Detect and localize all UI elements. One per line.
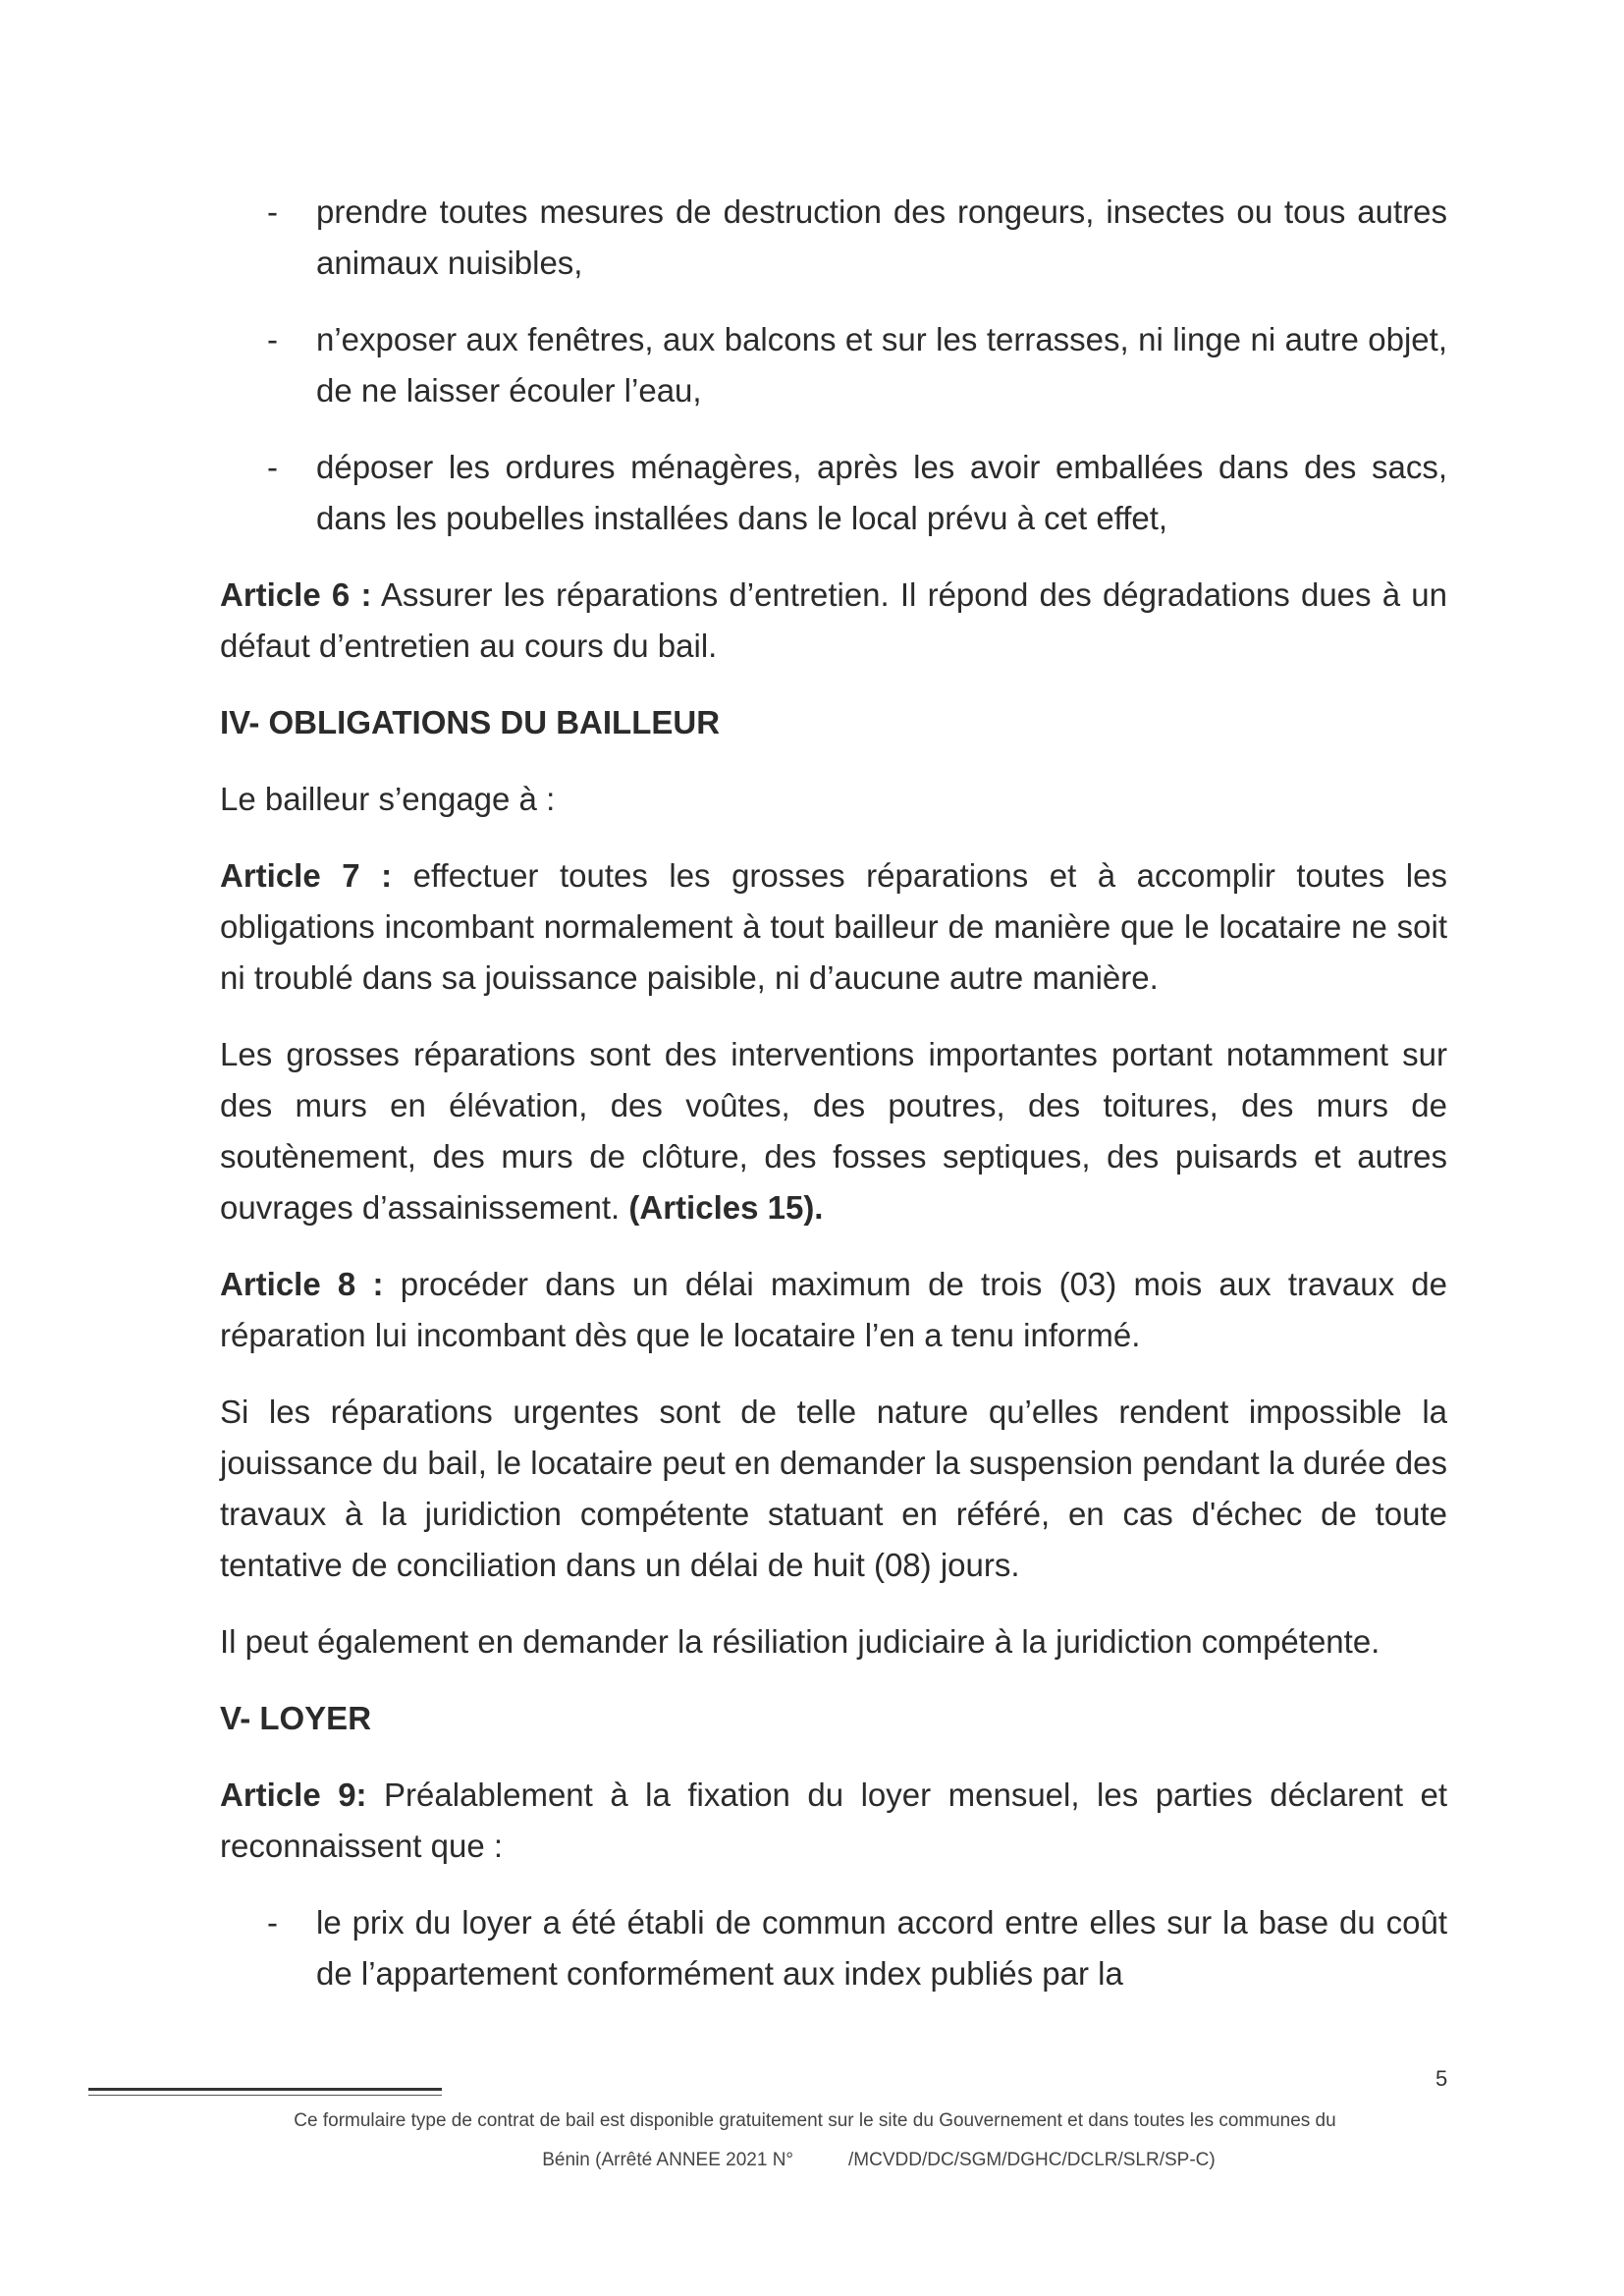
bullet-marker: - bbox=[267, 321, 278, 357]
list-item bbox=[267, 1897, 1447, 1999]
article-label: Article 8 : bbox=[220, 1266, 384, 1302]
article-text: procéder dans un délai maximum de trois (03) mois aux travaux de réparation lui incombant dès que le locataire l’en a tenu informé. bbox=[220, 1266, 1448, 1353]
footer-reference-code: /MCVDD/DC/SGM/DGHC/DCLR/SLR/SP-C) bbox=[848, 2150, 1216, 2170]
article-label: Article 9: bbox=[220, 1777, 367, 1813]
article-reference: (Articles 15). bbox=[628, 1189, 824, 1226]
list-item bbox=[267, 442, 1447, 544]
footer-reference-prefix: Bénin (Arrêté ANNEE 2021 N° bbox=[542, 2150, 794, 2170]
bailleur-intro: Le bailleur s’engage à : bbox=[220, 781, 556, 817]
article-6 bbox=[220, 570, 1447, 672]
article-label: Article 6 : bbox=[220, 576, 372, 613]
article-7 bbox=[220, 850, 1447, 1004]
list-item-text: n’exposer aux fenêtres, aux balcons et sur les terrasses, ni linge ni autre objet, de ne laisser écouler l’eau, bbox=[316, 321, 1447, 409]
list-item-text: prendre toutes mesures de destruction des rongeurs, insectes ou tous autres animaux nuisibles, bbox=[316, 193, 1447, 281]
section-heading-loyer: V- LOYER bbox=[220, 1700, 372, 1736]
bullet-marker: - bbox=[267, 1904, 278, 1941]
page-number: 5 bbox=[1435, 2066, 1448, 2091]
reparations-urgentes-paragraph: Si les réparations urgentes sont de telle nature qu’elles rendent impossible la jouissance du bail, le locataire peut en demander la suspension pendant la durée des travaux à la juridiction compétente statuant en référé, en cas d'échec de toute tentative de conciliation dans un délai de huit (08) jours. bbox=[220, 1394, 1447, 1583]
paragraph-text: Les grosses réparations sont des interventions importantes portant notamment sur des murs en élévation, des voûtes, des poutres, des toitures, des murs de soutènement, des murs de clôture, des fosses septiques, des puisards et autres ouvrages d’assainissement. bbox=[220, 1036, 1447, 1226]
article-9 bbox=[220, 1770, 1447, 1872]
footnote-divider bbox=[88, 2088, 442, 2091]
bullet-marker: - bbox=[267, 193, 278, 230]
article-text: Préalablement à la fixation du loyer mensuel, les parties déclarent et reconnaissent que : bbox=[220, 1777, 1447, 1864]
footer-line-1: Ce formulaire type de contrat de bail est disponible gratuitement sur le site du Gouvernement et dans toutes les communes du bbox=[294, 2110, 1336, 2131]
footer-line-2 bbox=[177, 2141, 1453, 2180]
resiliation-paragraph: Il peut également en demander la résiliation judiciaire à la juridiction compétente. bbox=[220, 1623, 1380, 1660]
list-item bbox=[267, 314, 1447, 416]
list-item-text: déposer les ordures ménagères, après les avoir emballées dans des sacs, dans les poubelles installées dans le local prévu à cet effet, bbox=[316, 449, 1447, 536]
list-item-text: le prix du loyer a été établi de commun accord entre elles sur la base du coût de l’appartement conformément aux index publiés par la bbox=[316, 1904, 1447, 1992]
article-text: effectuer toutes les grosses réparations et à accomplir toutes les obligations incombant normalement à tout bailleur de manière que le locataire ne soit ni troublé dans sa jouissance paisible, ni d’aucune autre manière. bbox=[220, 857, 1447, 996]
article-text: Assurer les réparations d’entretien. Il répond des dégradations dues à un défaut d’entretien au cours du bail. bbox=[220, 576, 1447, 664]
page-footer bbox=[177, 2102, 1453, 2180]
article-label: Article 7 : bbox=[220, 857, 393, 894]
footnote-divider bbox=[88, 2095, 442, 2096]
list-item bbox=[267, 187, 1447, 289]
bullet-marker: - bbox=[267, 449, 278, 485]
grosses-reparations-paragraph bbox=[220, 1029, 1447, 1233]
section-heading-obligations-bailleur: IV- OBLIGATIONS DU BAILLEUR bbox=[220, 704, 721, 740]
page-body bbox=[220, 187, 1447, 2025]
article-8 bbox=[220, 1259, 1447, 1361]
